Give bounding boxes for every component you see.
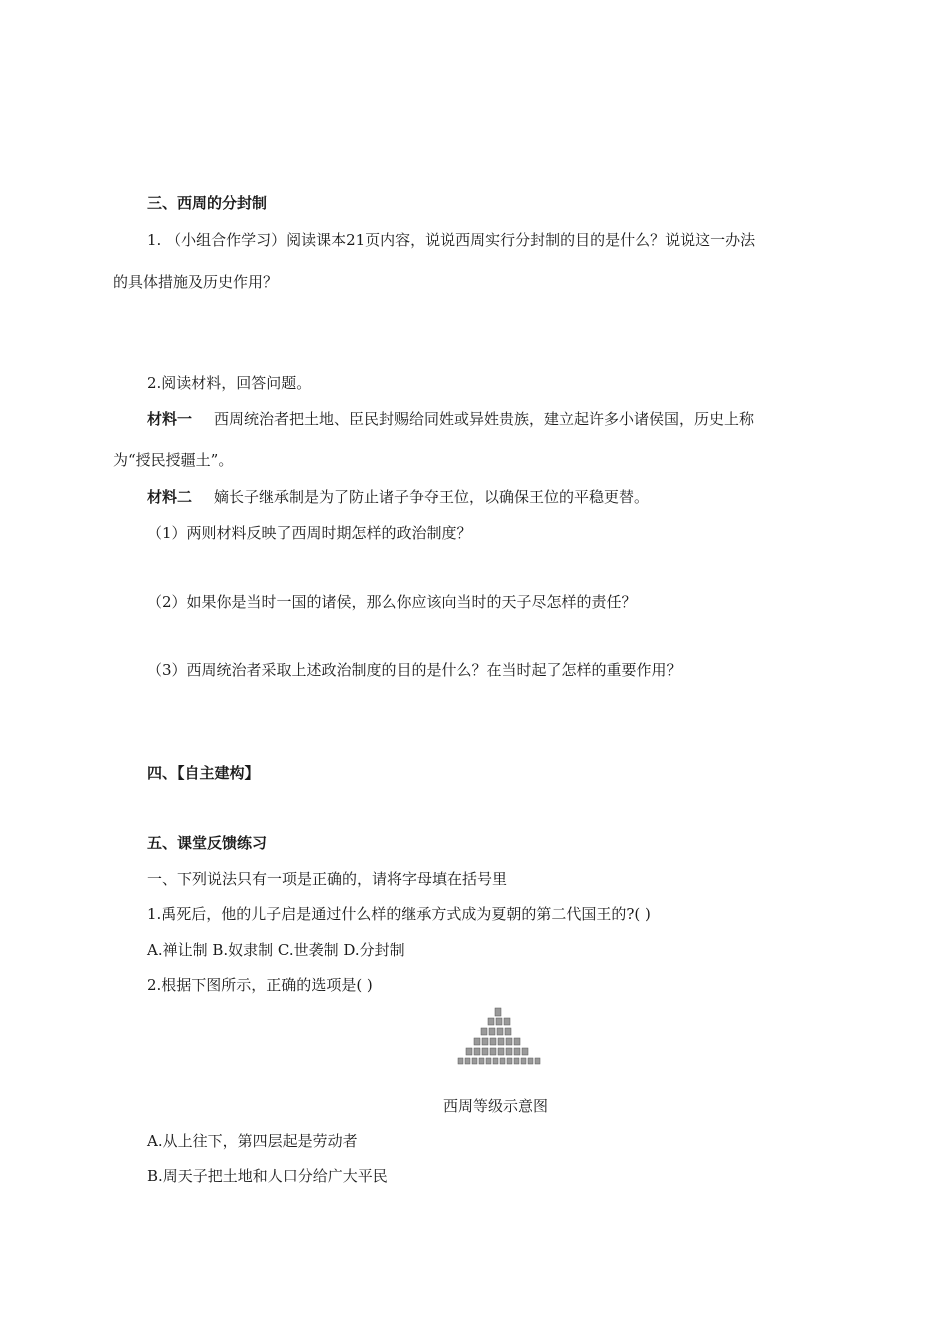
material-1-line-2: 为“授民授疆土”。 bbox=[113, 451, 234, 469]
sub-question-1: （1）两则材料反映了西周时期怎样的政治制度？ bbox=[147, 524, 472, 542]
sub-question-3: （3）西周统治者采取上述政治制度的目的是什么？在当时起了怎样的重要作用？ bbox=[147, 661, 682, 679]
material-1-text: 西周统治者把土地、臣民封赐给同姓或异姓贵族，建立起许多小诸侯国，历史上称 bbox=[214, 410, 755, 428]
section4-heading: 四、【自主建构】 bbox=[147, 764, 260, 782]
material-1-label: 材料一 bbox=[147, 410, 193, 428]
material-1-line-1 bbox=[147, 409, 754, 429]
material-2 bbox=[147, 487, 649, 507]
exercise-instruction: 一、下列说法只有一项是正确的，请将字母填在括号里 bbox=[147, 870, 508, 888]
material-2-label: 材料二 bbox=[147, 488, 193, 506]
sub-question-2: （2）如果你是当时一国的诸侯，那么你应该向当时的天子尽怎样的责任？ bbox=[147, 593, 637, 611]
figure-caption: 西周等级示意图 bbox=[443, 1097, 549, 1115]
hierarchy-pyramid-figure bbox=[455, 1006, 541, 1066]
exercise-question-1: 1.禹死后，他的儿子启是通过什么样的继承方式成为夏朝的第二代国王的?( ) bbox=[147, 905, 651, 923]
section5-heading: 五、课堂反馈练习 bbox=[147, 834, 268, 852]
section3-heading: 三、西周的分封制 bbox=[147, 194, 268, 212]
exercise-option-b: B.周天子把土地和人口分给广大平民 bbox=[147, 1167, 388, 1185]
question-1-line-1: 1. （小组合作学习）阅读课本21页内容，说说西周实行分封制的目的是什么？说说这一办法 bbox=[147, 231, 756, 249]
question-2: 2.阅读材料，回答问题。 bbox=[147, 374, 312, 392]
exercise-option-a: A.从上往下，第四层起是劳动者 bbox=[147, 1132, 358, 1150]
question-1-line-2: 的具体措施及历史作用？ bbox=[113, 273, 279, 291]
exercise-question-2: 2.根据下图所示，正确的选项是( ) bbox=[147, 976, 373, 994]
material-2-text: 嫡长子继承制是为了防止诸子争夺王位，以确保王位的平稳更替。 bbox=[214, 488, 650, 506]
exercise-question-1-options: A.禅让制 B.奴隶制 C.世袭制 D.分封制 bbox=[147, 941, 405, 959]
